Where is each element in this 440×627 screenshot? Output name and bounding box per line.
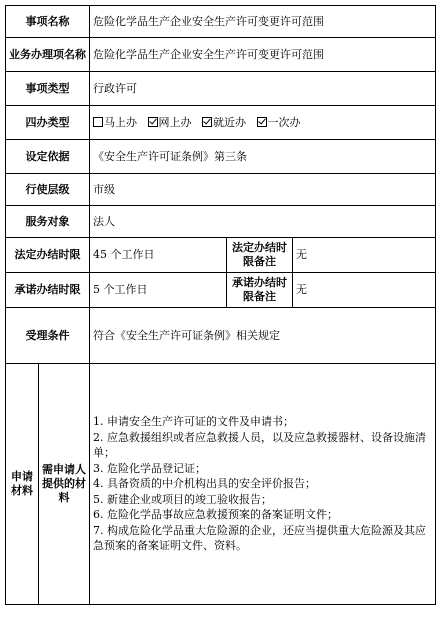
option-once[interactable] xyxy=(257,116,301,129)
materials-sub-label: 需申请人提供的材料 xyxy=(39,364,90,605)
service-info-table xyxy=(5,5,436,605)
checkbox-nearby[interactable] xyxy=(202,117,212,127)
item-name-label: 事项名称 xyxy=(6,6,90,38)
row-target xyxy=(6,206,436,238)
legal-limit-note-label: 法定办结时限备注 xyxy=(227,238,293,273)
promised-limit-note-value: 无 xyxy=(293,273,436,308)
legal-limit-label: 法定办结时限 xyxy=(6,238,90,273)
material-item: 3. 危险化学品登记证； xyxy=(93,461,206,475)
row-materials xyxy=(6,364,436,605)
option-nearby-label: 就近办 xyxy=(213,115,246,129)
row-level xyxy=(6,174,436,206)
row-promised-limit xyxy=(6,273,436,308)
item-type-label: 事项类型 xyxy=(6,72,90,106)
option-once-label: 一次办 xyxy=(267,115,301,129)
legal-limit-value: 45 个工作日 xyxy=(90,238,227,273)
material-item: 2. 应急救援组织或者应急救援人员，以及应急救援器材、设备设施清单； xyxy=(93,430,426,460)
material-item: 6. 危险化学品事故应急救援预案的备案证明文件； xyxy=(93,508,338,522)
legal-limit-note-value: 无 xyxy=(293,238,436,273)
level-value: 市级 xyxy=(90,174,436,206)
material-item: 4. 具备资质的中介机构出具的安全评价报告； xyxy=(93,477,316,491)
option-immediate-label: 马上办 xyxy=(104,115,137,129)
material-item: 7. 构成危险化学品重大危险源的企业，还应当提供重大危险源及其应急预案的备案证明文件、资料。 xyxy=(93,523,426,553)
materials-label: 申请材料 xyxy=(6,364,39,605)
target-value: 法人 xyxy=(90,206,436,238)
option-online[interactable] xyxy=(148,116,192,129)
level-label: 行使层级 xyxy=(6,174,90,206)
checkbox-immediate[interactable] xyxy=(93,117,103,127)
row-business-name xyxy=(6,38,436,72)
item-type-value: 行政许可 xyxy=(90,72,436,106)
row-legal-limit xyxy=(6,238,436,273)
conditions-value: 符合《安全生产许可证条例》相关规定 xyxy=(90,308,436,364)
four-types-options xyxy=(90,106,436,140)
checkbox-online[interactable] xyxy=(148,117,158,127)
row-conditions xyxy=(6,308,436,364)
business-name-value: 危险化学品生产企业安全生产许可变更许可范围 xyxy=(90,38,436,72)
material-item: 1. 申请安全生产许可证的文件及申请书； xyxy=(93,415,294,429)
row-four-types xyxy=(6,106,436,140)
four-types-label: 四办类型 xyxy=(6,106,90,140)
row-item-name xyxy=(6,6,436,38)
option-immediate[interactable] xyxy=(93,116,137,129)
materials-list xyxy=(90,364,436,605)
target-label: 服务对象 xyxy=(6,206,90,238)
checkbox-once[interactable] xyxy=(257,117,267,127)
option-online-label: 网上办 xyxy=(158,115,192,129)
business-name-label: 业务办理项名称 xyxy=(6,38,90,72)
item-name-value: 危险化学品生产企业安全生产许可变更许可范围 xyxy=(90,6,436,38)
row-basis xyxy=(6,140,436,174)
basis-value: 《安全生产许可证条例》第三条 xyxy=(90,140,436,174)
promised-limit-label: 承诺办结时限 xyxy=(6,273,90,308)
promised-limit-note-label: 承诺办结时限备注 xyxy=(227,273,293,308)
conditions-label: 受理条件 xyxy=(6,308,90,364)
option-nearby[interactable] xyxy=(202,116,246,129)
row-item-type xyxy=(6,72,436,106)
promised-limit-value: 5 个工作日 xyxy=(90,273,227,308)
basis-label: 设定依据 xyxy=(6,140,90,174)
material-item: 5. 新建企业或项目的竣工验收报告； xyxy=(93,492,272,506)
